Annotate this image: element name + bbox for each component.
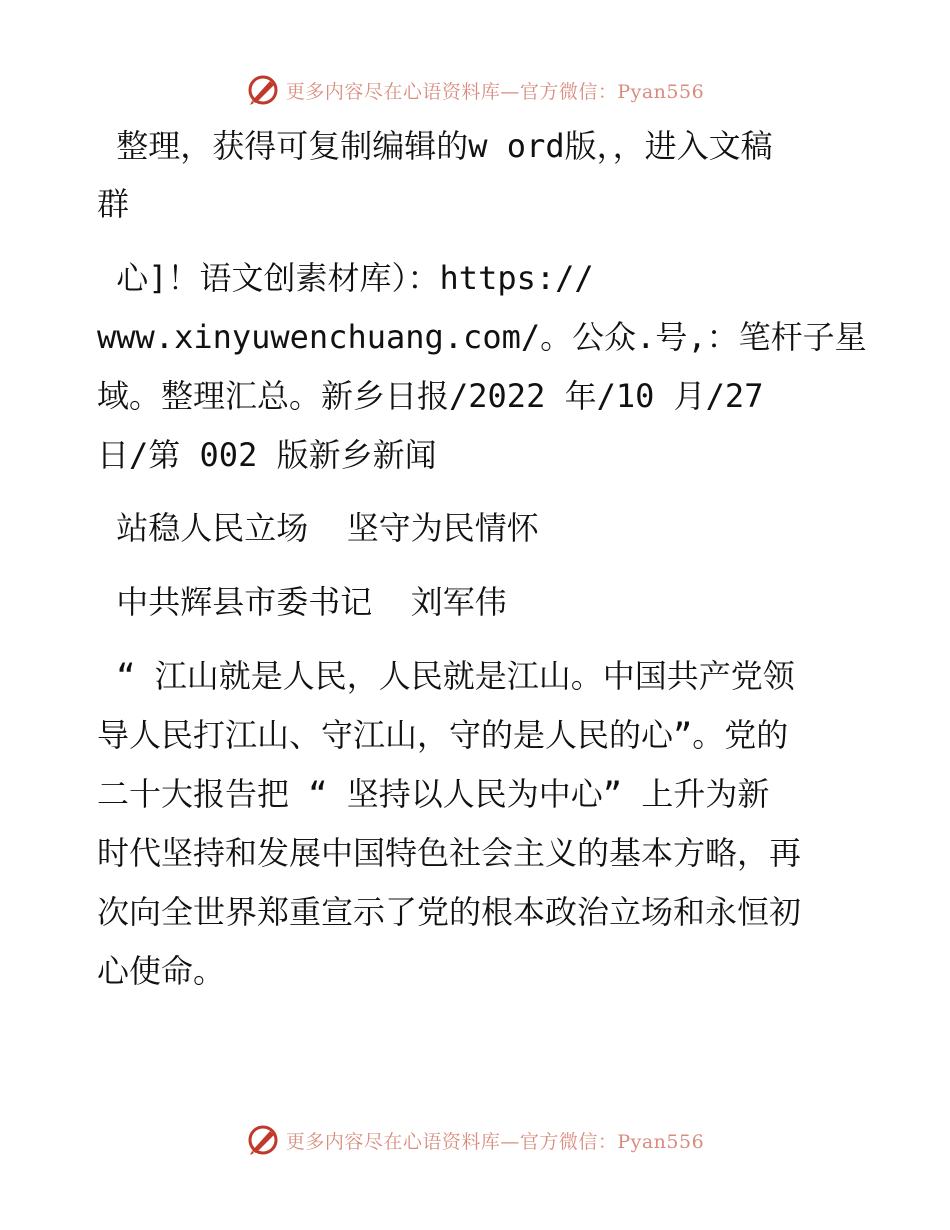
header-watermark [0,70,950,110]
body-line: 心使命。 [97,952,226,990]
body-line: 次向全世界郑重宣示了党的根本政治立场和永恒初 [97,893,802,931]
body-line: www.xinyuwenchuang.com/。公众.号,：笔杆子星 [97,318,867,356]
pen-logo-icon [246,73,280,107]
footer-watermark-text: 更多内容尽在心语资料库—官方微信：Pyan556 [285,1130,705,1153]
body-line: 心]！语文创素材库）：https:// [97,259,594,297]
article-title: 站稳人民立场 坚守为民情怀 [97,509,539,547]
body-line: 整理，获得可复制编辑的w ord版，，进入文稿 [97,127,773,165]
body-line: 导人民打江山、守江山，守的是人民的心”。党的 [97,716,789,754]
body-line: 群 [97,185,130,223]
pen-logo-icon [246,1123,280,1157]
footer-watermark [0,1120,950,1160]
header-watermark-text: 更多内容尽在心语资料库—官方微信：Pyan556 [285,80,705,103]
body-line: 时代坚持和发展中国特色社会主义的基本方略，再 [97,834,802,872]
body-line: “ 江山就是人民，人民就是江山。中国共产党领 [97,657,795,695]
body-line: 日/第 002 版新乡新闻 [97,436,437,474]
body-line: 二十大报告把 “ 坚持以人民为中心” 上升为新 [97,775,770,813]
article-author: 中共辉县市委书记 刘军伟 [97,583,507,621]
body-line: 域。整理汇总。新乡日报/2022 年/10 月/27 [97,377,764,415]
